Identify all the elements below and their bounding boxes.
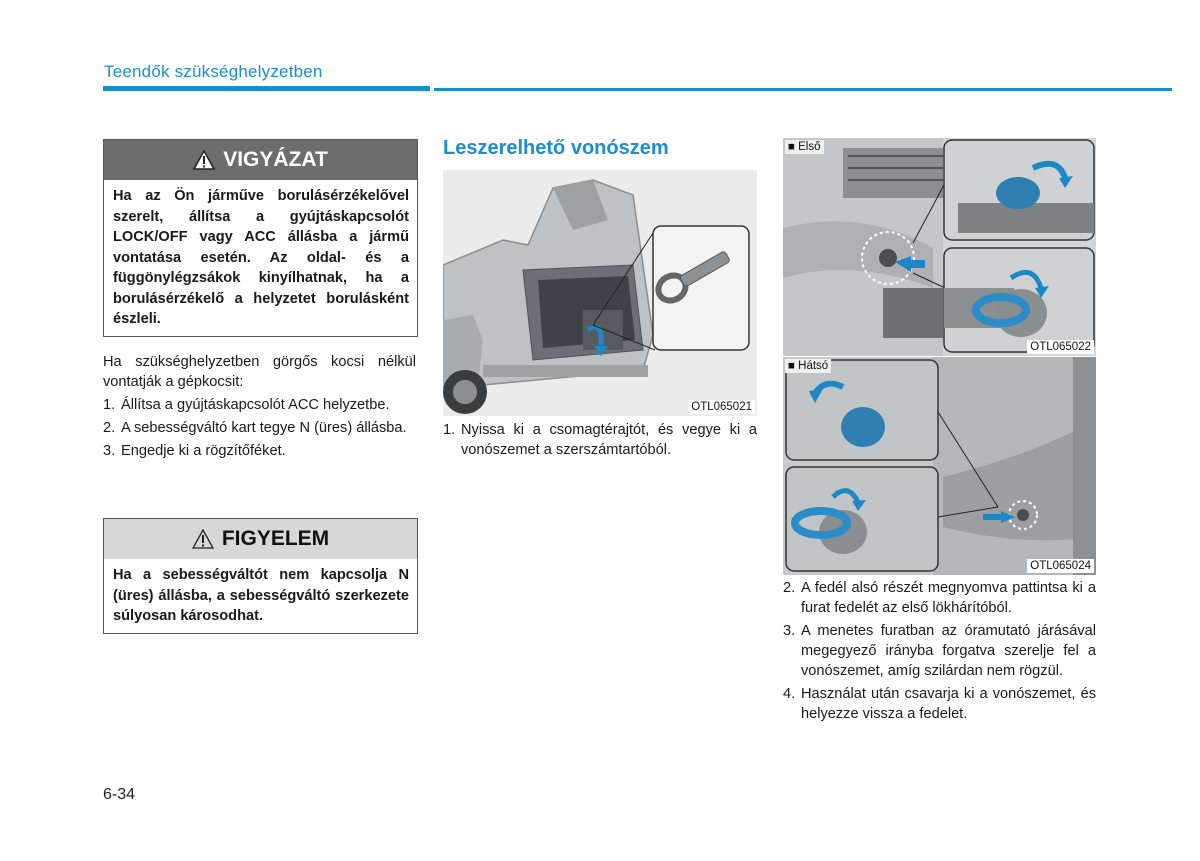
step-text: A menetes furatban az óramutató járásával megegyező irányba forgatva szerelje fel a vonószemet, amíg szilárdan nem rögzül. <box>801 623 1096 679</box>
step-text: Használat után csavarja ki a vonószemet, és helyezze vissza a fedelet. <box>801 686 1096 722</box>
warning-triangle-icon <box>193 150 215 170</box>
page-number: 6-34 <box>103 786 136 803</box>
right-steps-list <box>783 578 1096 727</box>
section-title: Teendők szükséghelyzetben <box>104 62 323 81</box>
step-text: Állítsa a gyújtáskapcsolót ACC helyzetbe. <box>121 397 390 413</box>
caution-title: VIGYÁZAT <box>223 148 328 171</box>
step-number: 2. <box>103 420 116 436</box>
step-number: 3. <box>783 623 796 639</box>
list-item <box>783 684 1096 724</box>
rear-bumper-illustration <box>783 357 1096 575</box>
caution-header <box>104 140 417 180</box>
step-text: Engedje ki a rögzítőféket. <box>121 443 286 459</box>
notice-box <box>103 518 418 634</box>
notice-title: FIGYELEM <box>221 527 330 550</box>
middle-steps-list <box>443 420 757 463</box>
trunk-figure <box>443 170 757 416</box>
list-item <box>103 418 416 438</box>
figure-code: OTL065024 <box>1027 559 1094 573</box>
list-item <box>103 441 416 461</box>
step-number: 3. <box>103 443 116 459</box>
list-item <box>103 395 416 415</box>
car-trunk-illustration <box>443 170 757 416</box>
left-steps-list <box>103 395 416 464</box>
warning-triangle-icon <box>192 529 214 549</box>
step-number: 4. <box>783 686 796 702</box>
step-text: A fedél alsó részét megnyomva pattintsa ki a furat fedelét az első lökhárítóból. <box>801 580 1096 616</box>
front-bumper-figure <box>783 138 1096 356</box>
caution-box <box>103 139 418 337</box>
step-number: 2. <box>783 580 796 596</box>
rear-bumper-figure <box>783 357 1096 575</box>
step-number: 1. <box>103 397 116 413</box>
header-rule-thick <box>103 86 430 91</box>
intro-text: Ha szükséghelyzetben görgős kocsi nélkül vontatják a gépkocsit: <box>103 354 416 390</box>
figure-code: OTL065021 <box>688 400 755 414</box>
notice-text: Ha a sebességváltót nem kapcsolja N (üres) állásba, a sebességváltó szerkezete súlyosan károsodhat. <box>113 567 409 624</box>
list-item <box>783 621 1096 681</box>
caution-text: Ha az Ön járműve borulásérzékelővel szerelt, állítsa a gyújtáskapcsolót LOCK/OFF vagy ACC állásba a jármű vontatása esetén. Az oldal- és a függönylégzsákok kinyílhatnak, ha a borulásérzékelő a helyzetet borulásként észleli. <box>113 188 409 327</box>
rear-label: ■ Hátsó <box>785 359 831 373</box>
step-number: 1. <box>443 422 456 438</box>
step-text: A sebességváltó kart tegye N (üres) állásba. <box>121 420 407 436</box>
list-item <box>783 578 1096 618</box>
list-item <box>443 420 757 460</box>
front-label: ■ Első <box>785 140 824 154</box>
figure-code: OTL065022 <box>1027 340 1094 354</box>
header-rule-thin <box>434 88 1172 91</box>
notice-header <box>104 519 417 559</box>
step-text: Nyissa ki a csomagtérajtót, és vegye ki a vonószemet a szerszámtartóból. <box>461 422 757 458</box>
front-bumper-illustration <box>783 138 1096 356</box>
towing-hook-title: Leszerelhető vonószem <box>443 137 669 159</box>
